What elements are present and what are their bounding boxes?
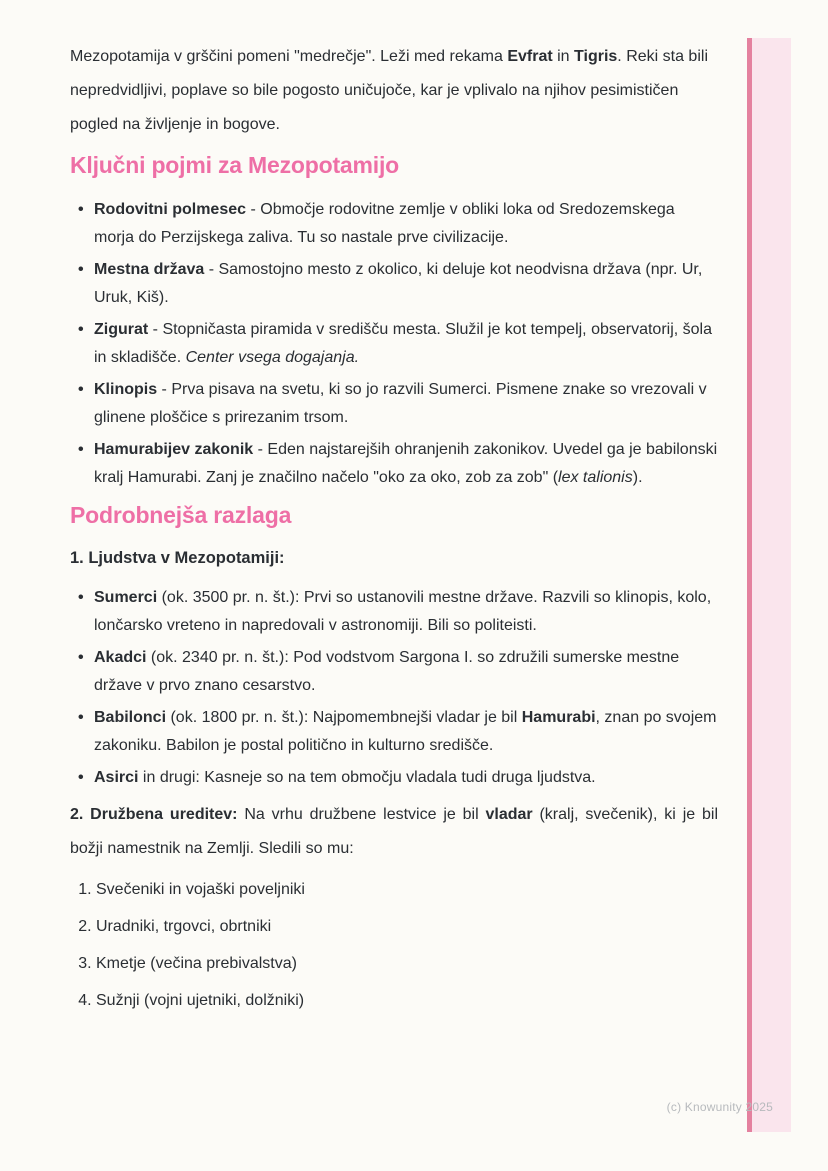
list-item <box>94 256 718 312</box>
text-segment: in drugi: Kasneje so na tem območju vladala tudi druga ljudstva. <box>138 769 596 786</box>
text-segment: Asirci <box>94 769 139 786</box>
text-segment: - Stopničasta piramida v središču mesta. Služil je kot tempelj, observatorij, šola in skladišče. <box>94 321 713 366</box>
text-segment: Mezopotamija v grščini pomeni "medrečje". Leži med rekama <box>70 48 508 65</box>
text-segment: (ok. 3500 pr. n. št.): Prvi so ustanovili mestne države. Razvili so klinopis, kolo, lončarsko vreteno in napredovali v astronomiji. Bili so politeisti. <box>94 589 712 634</box>
text-segment: Zigurat <box>94 321 149 338</box>
section-heading-key-terms: Ključni pojmi za Mezopotamijo <box>70 152 399 178</box>
text-segment: (ok. 2340 pr. n. št.): Pod vodstvom Sargona I. so združili sumerske mestne države v prvo znano cesarstvo. <box>94 649 680 694</box>
text-segment: (ok. 1800 pr. n. št.): Najpomembnejši vladar je bil <box>166 709 522 726</box>
text-segment: Hamurabi <box>521 709 596 726</box>
list-item <box>94 644 718 700</box>
text-segment: 1. Ljudstva v Mezopotamiji: <box>70 549 285 567</box>
list-item: 3. Kmetje (večina prebivalstva) <box>96 950 718 978</box>
list-item <box>94 196 718 252</box>
page-content <box>70 40 718 1024</box>
subheading-peoples <box>70 544 718 572</box>
text-segment: - Eden najstarejših ohranjenih zakonikov. Uvedel ga je babilonski kralj Hamurabi. Zanj je značilno načelo "oko za oko, zob za zob" ( <box>94 441 718 486</box>
list-item: 2. Uradniki, trgovci, obrtniki <box>96 913 718 941</box>
list-item: 1. Svečeniki in vojaški poveljniki <box>96 876 718 904</box>
list-item <box>94 764 718 792</box>
text-segment: - Prva pisava na svetu, ki so jo razvili Sumerci. Pismene znake so vrezovali v glinene ploščice s prirezanim trsom. <box>94 381 707 426</box>
text-segment: - Samostojno mesto z okolico, ki deluje kot neodvisna država (npr. Ur, Uruk, Kiš). <box>94 261 703 306</box>
list-item <box>94 704 718 760</box>
text-segment: in <box>552 48 575 65</box>
text-segment: Sumerci <box>94 589 158 606</box>
text-segment: Babilonci <box>94 709 167 726</box>
text-segment: Na vrhu družbene lestvice je bil <box>237 806 486 823</box>
text-segment: (kralj, svečenik), ki je bil božji namestnik na Zemlji. Sledili so mu: <box>70 806 718 857</box>
text-segment: Akadci <box>94 649 147 666</box>
text-segment: . Reki sta bili nepredvidljivi, poplave so bile pogosto uničujoče, kar je vplivalo na njihov pesimističen pogled na življenje in bogove. <box>70 48 708 133</box>
text-segment: Hamurabijev zakonik <box>94 441 254 458</box>
list-item <box>94 436 718 492</box>
text-segment: - Območje rodovitne zemlje v obliki loka od Sredozemskega morja do Perzijskega zaliva. Tu so nastale prve civilizacije. <box>94 201 675 246</box>
list-item <box>94 376 718 432</box>
text-segment: ). <box>632 469 643 486</box>
list-item: 4. Sužnji (vojni ujetniki, dolžniki) <box>96 987 718 1015</box>
footer-copyright: (c) Knowunity 2025 <box>666 1100 773 1114</box>
text-segment: , znan po svojem zakoniku. Babilon je postal politično in kulturno središče. <box>94 709 717 754</box>
text-segment: Mestna država <box>94 261 205 278</box>
section-heading-details: Podrobnejša razlaga <box>70 502 292 528</box>
social-ranks-list <box>70 876 718 1015</box>
right-margin-stripe-band <box>752 38 791 1132</box>
key-terms-list <box>70 196 718 492</box>
text-segment: Tigris <box>574 48 618 65</box>
social-order-paragraph <box>70 798 718 866</box>
list-item <box>94 316 718 372</box>
text-segment: Klinopis <box>94 381 158 398</box>
text-segment: Evfrat <box>507 48 553 65</box>
peoples-list <box>70 584 718 792</box>
text-segment: Rodovitni polmesec <box>94 201 247 218</box>
text-segment: Center vsega dogajanja. <box>185 349 360 366</box>
intro-paragraph <box>70 40 718 142</box>
right-margin-stripe-line <box>747 38 752 1132</box>
text-segment: lex talionis <box>558 469 633 486</box>
list-item <box>94 584 718 640</box>
text-segment: 2. Družbena ureditev: <box>70 806 238 823</box>
text-segment: vladar <box>485 806 533 823</box>
